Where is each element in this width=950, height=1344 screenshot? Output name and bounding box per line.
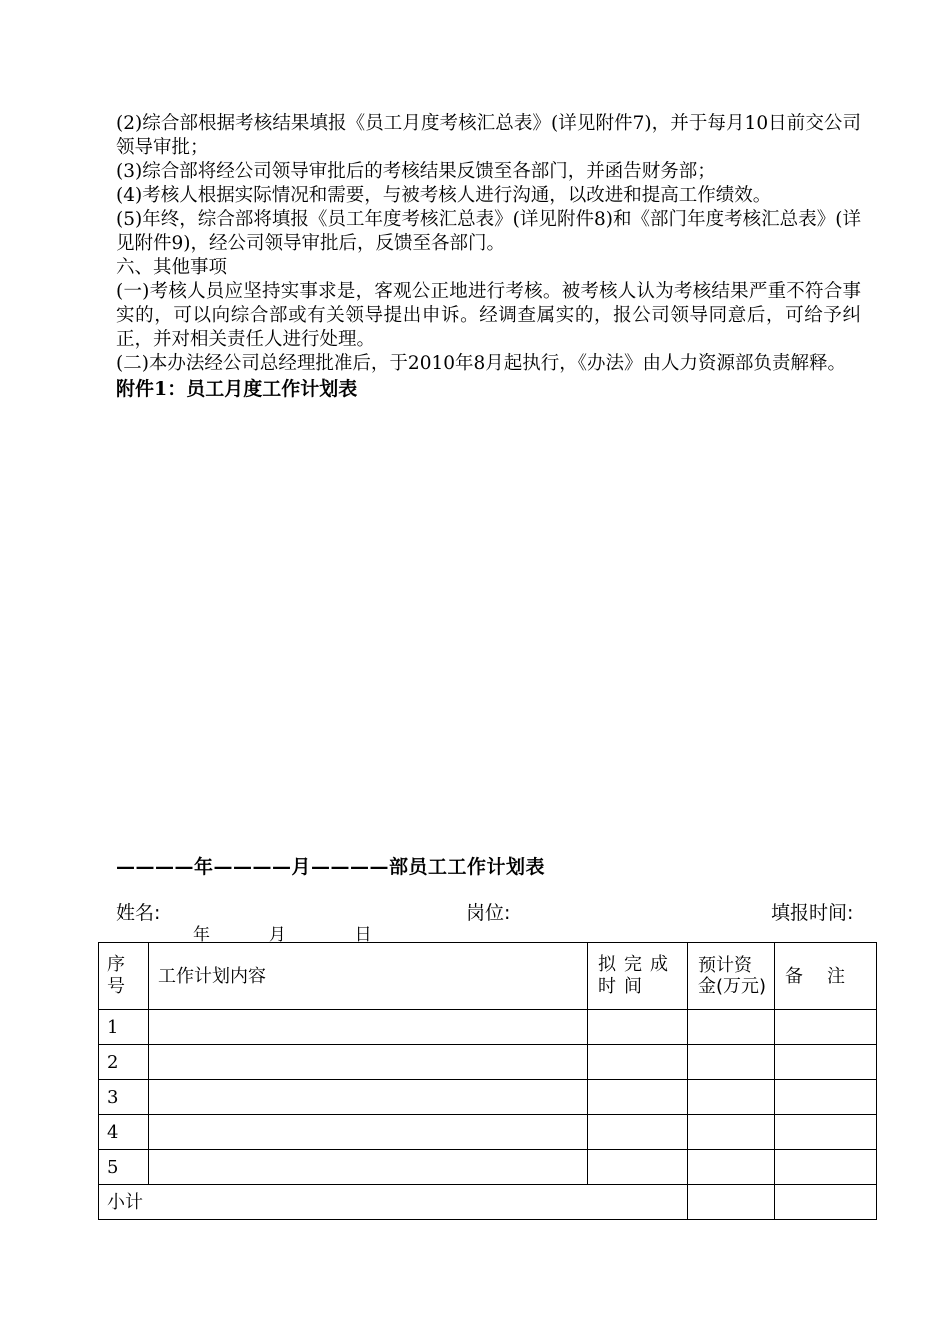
table-row <box>99 1080 877 1115</box>
table-row <box>99 1045 877 1080</box>
row-content-cell[interactable] <box>149 1045 588 1080</box>
row-fund-cell[interactable] <box>688 1150 775 1185</box>
row-due-cell[interactable] <box>588 1010 688 1045</box>
row-fund-cell[interactable] <box>688 1115 775 1150</box>
row-content-cell[interactable] <box>149 1080 588 1115</box>
date-month: 月 <box>268 925 286 945</box>
table-row <box>99 1150 877 1185</box>
body-text <box>116 112 861 401</box>
subtotal-fund-cell[interactable] <box>688 1185 775 1220</box>
row-seq: 1 <box>99 1010 149 1045</box>
row-note-cell[interactable] <box>775 1010 877 1045</box>
date-year: 年 <box>193 925 210 945</box>
subtotal-row <box>99 1185 877 1220</box>
row-note-cell[interactable] <box>775 1115 877 1150</box>
work-plan-table <box>98 942 877 1220</box>
header-due-time: 拟完成时间 <box>588 943 688 1010</box>
row-content-cell[interactable] <box>149 1115 588 1150</box>
row-content-cell[interactable] <box>149 1010 588 1045</box>
row-fund-cell[interactable] <box>688 1010 775 1045</box>
row-due-cell[interactable] <box>588 1150 688 1185</box>
subtotal-label: 小计 <box>99 1185 688 1220</box>
header-note: 备注 <box>775 943 877 1010</box>
form-title: ————年————月————部员工工作计划表 <box>116 856 546 878</box>
paragraph-other-2: (二)本办法经公司总经理批准后，于2010年8月起执行，《办法》由人力资源部负责解释。 <box>116 353 847 374</box>
attachment-title: 附件1：员工月度工作计划表 <box>116 378 358 400</box>
table-row <box>99 1115 877 1150</box>
date-day: 日 <box>354 925 372 945</box>
row-fund-cell[interactable] <box>688 1080 775 1115</box>
row-content-cell[interactable] <box>149 1150 588 1185</box>
paragraph-5: (5)年终，综合部将填报《员工年度考核汇总表》(详见附件8)和《部门年度考核汇总表》(详见附件9)，经公司领导审批后，反馈至各部门。 <box>116 209 861 254</box>
section-heading-other-matters: 六、其他事项 <box>116 257 228 278</box>
row-note-cell[interactable] <box>775 1150 877 1185</box>
row-fund-cell[interactable] <box>688 1045 775 1080</box>
table-row <box>99 1010 877 1045</box>
fill-time-label: 填报时间: <box>771 902 854 924</box>
row-seq: 2 <box>99 1045 149 1080</box>
table-header-row <box>99 943 877 1010</box>
row-seq: 4 <box>99 1115 149 1150</box>
row-due-cell[interactable] <box>588 1080 688 1115</box>
row-seq: 5 <box>99 1150 149 1185</box>
paragraph-4: (4)考核人根据实际情况和需要，与被考核人进行沟通，以改进和提高工作绩效。 <box>116 185 772 206</box>
position-label: 岗位: <box>466 902 511 924</box>
paragraph-3: (3)综合部将经公司领导审批后的考核结果反馈至各部门，并函告财务部； <box>116 161 716 182</box>
row-seq: 3 <box>99 1080 149 1115</box>
row-note-cell[interactable] <box>775 1080 877 1115</box>
header-seq: 序号 <box>99 943 149 1010</box>
paragraph-other-1: (一)考核人员应坚持实事求是，客观公正地进行考核。被考核人认为考核结果严重不符合事实的，可以向综合部或有关领导提出申诉。经调查属实的，报公司领导同意后，可给予纠正，并对相关责任人进行处理。 <box>116 281 861 350</box>
header-content: 工作计划内容 <box>149 943 588 1010</box>
paragraph-2: (2)综合部根据考核结果填报《员工月度考核汇总表》(详见附件7)，并于每月10日前交公司领导审批； <box>116 113 861 158</box>
header-fund: 预计资金(万元) <box>688 943 775 1010</box>
row-due-cell[interactable] <box>588 1045 688 1080</box>
row-due-cell[interactable] <box>588 1115 688 1150</box>
subtotal-note-cell[interactable] <box>775 1185 877 1220</box>
row-note-cell[interactable] <box>775 1045 877 1080</box>
name-label: 姓名: <box>116 902 161 924</box>
